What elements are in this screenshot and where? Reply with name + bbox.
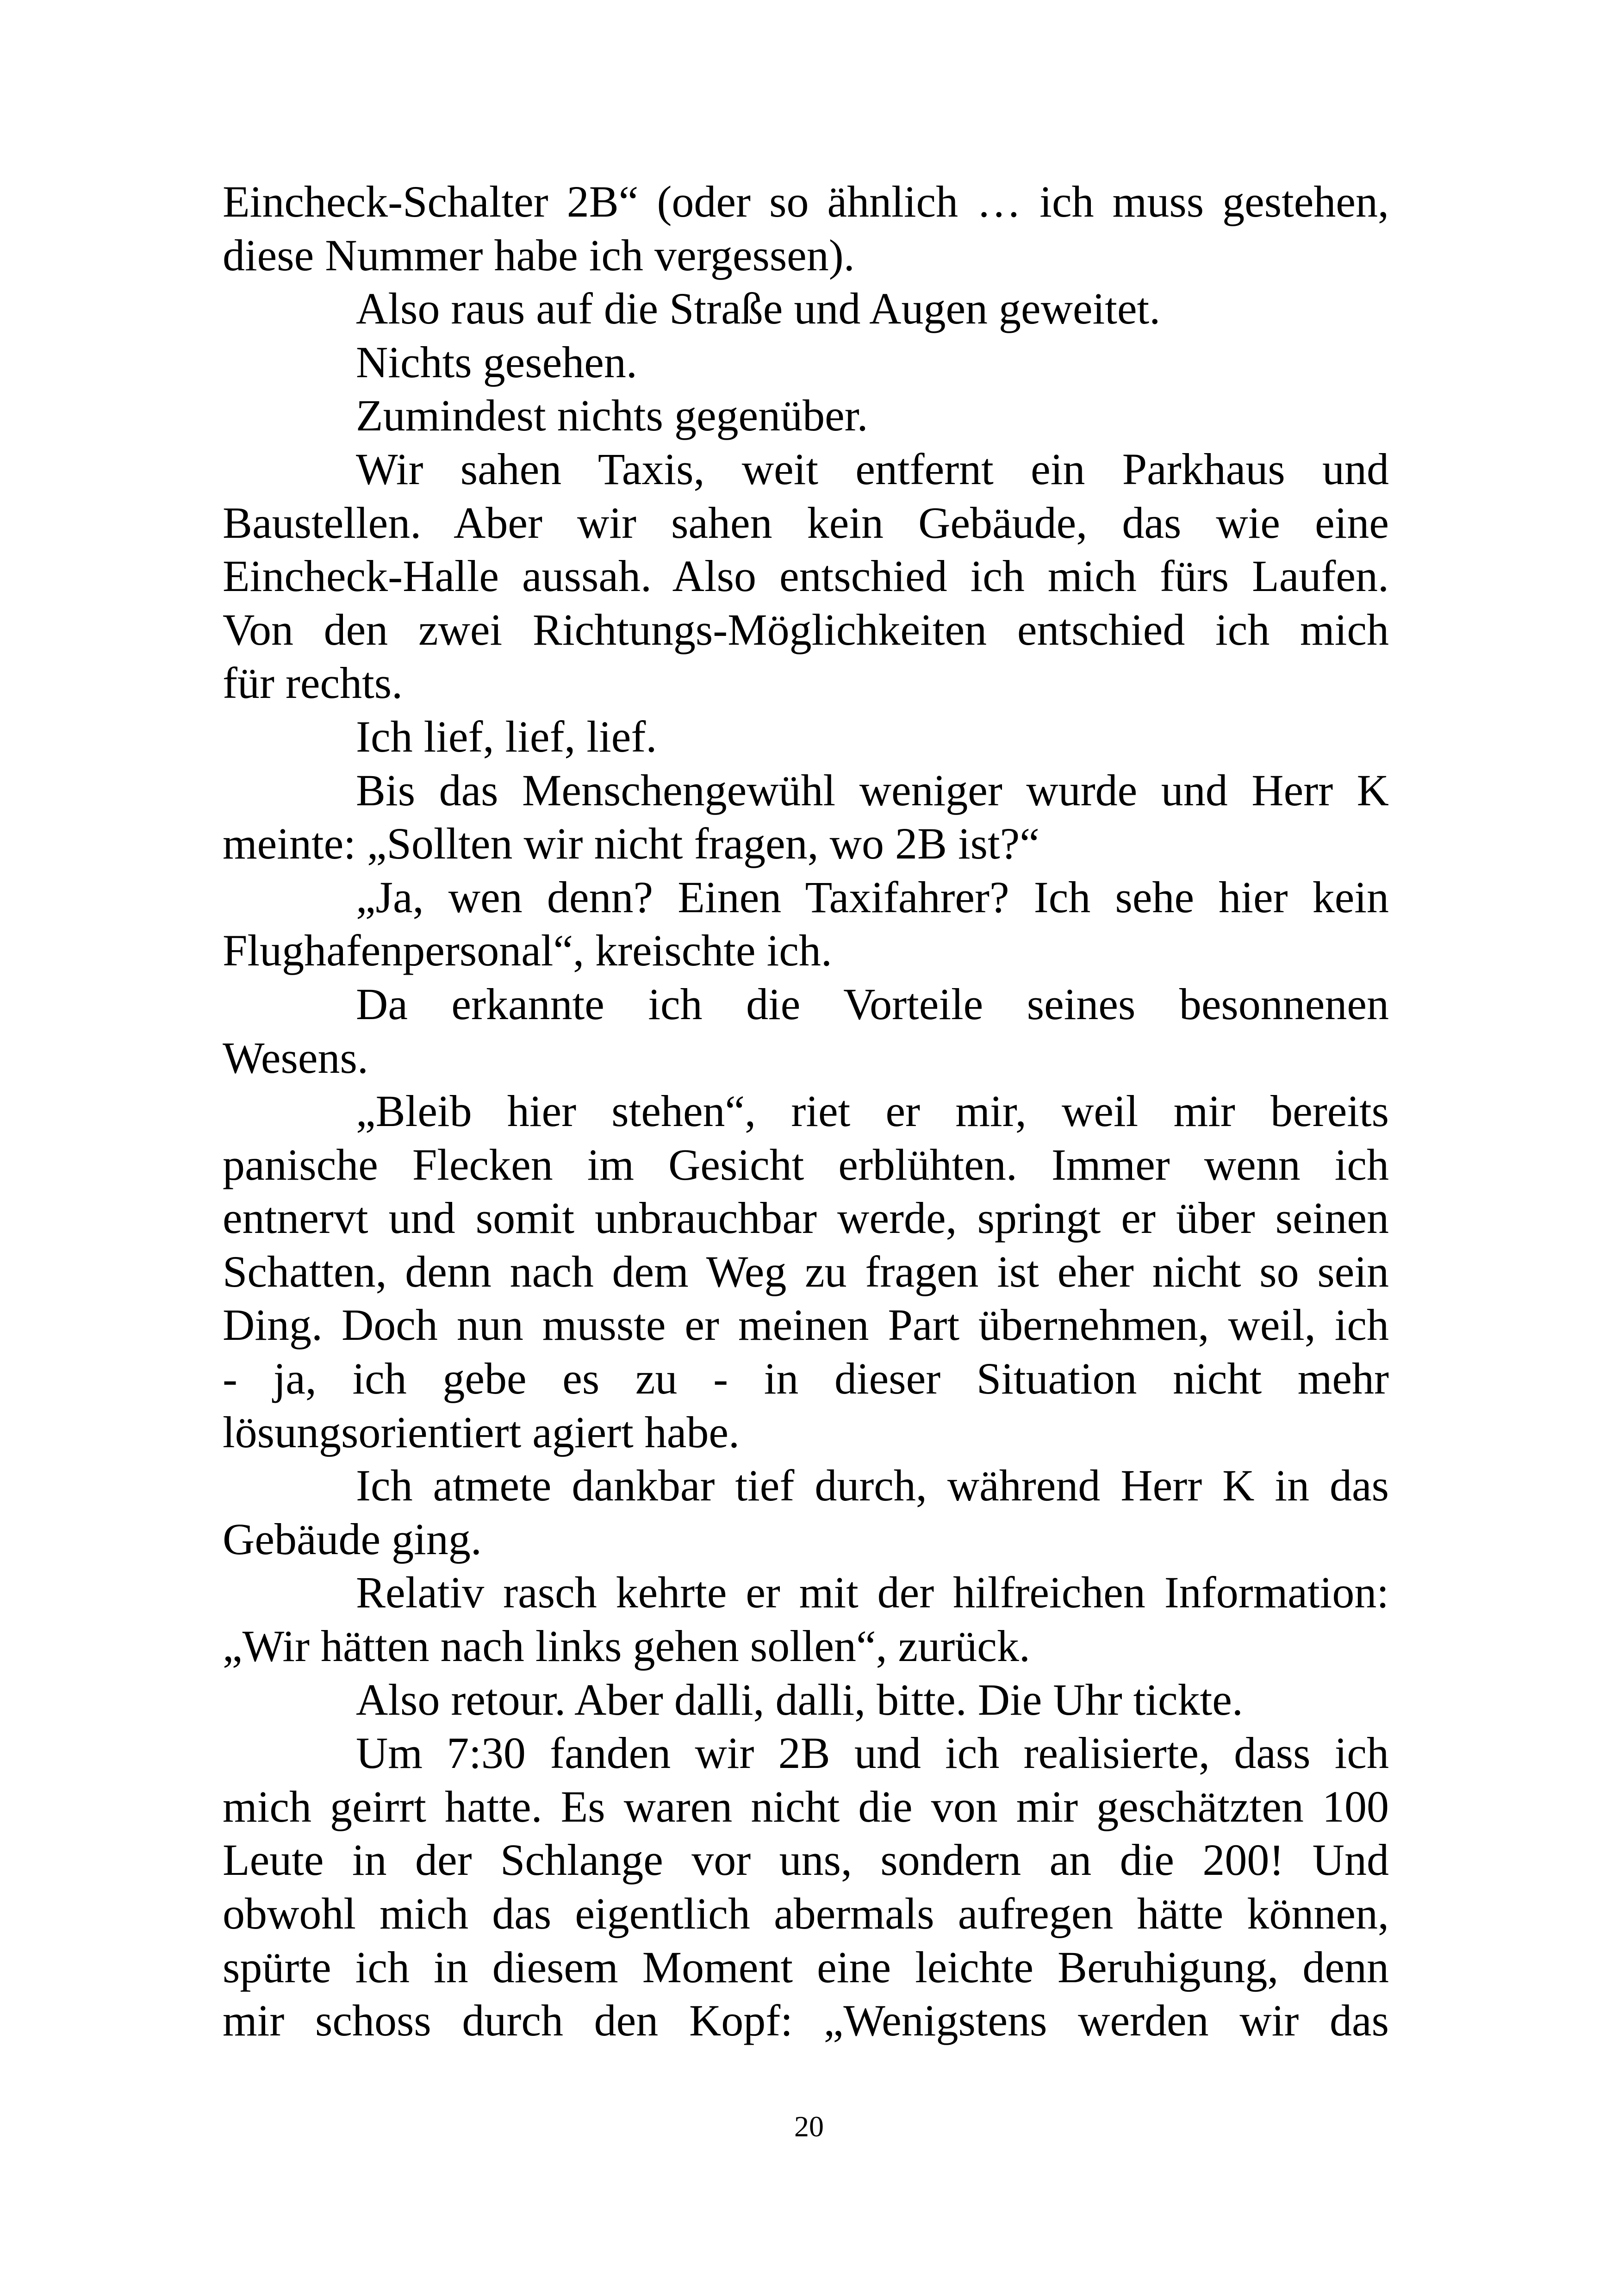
text-line: spürte ich in diesem Moment eine leichte Beruhigung, denn <box>223 1942 1389 1992</box>
text-line: Bis das Menschengewühl weniger wurde und Herr K <box>356 765 1389 815</box>
text-line: Ich atmete dankbar tief durch, während Herr K in das <box>356 1461 1389 1511</box>
text-line: Ich lief, lief, lief. <box>356 711 657 761</box>
text-line: Eincheck-Halle aussah. Also entschied ich mich fürs Laufen. <box>223 551 1389 601</box>
text-line: Flughafenpersonal“, kreischte ich. <box>223 926 832 976</box>
text-line: Ding. Doch nun musste er meinen Part übernehmen, weil, ich <box>223 1300 1389 1350</box>
text-line: Um 7:30 fanden wir 2B und ich realisierte, dass ich <box>356 1728 1389 1778</box>
text-line: panische Flecken im Gesicht erblühten. Immer wenn ich <box>223 1139 1389 1189</box>
text-line: Also raus auf die Straße und Augen geweitet. <box>356 284 1161 334</box>
text-line: diese Nummer habe ich vergessen). <box>223 230 855 280</box>
text-line: Eincheck-Schalter 2B“ (oder so ähnlich … ich muss gestehen, <box>223 177 1389 226</box>
text-line: Gebäude ging. <box>223 1514 482 1564</box>
text-line: Wesens. <box>223 1033 368 1083</box>
text-line: meinte: „Sollten wir nicht fragen, wo 2B ist?“ <box>223 819 1039 869</box>
text-line: entnervt und somit unbrauchbar werde, springt er über seinen <box>223 1193 1389 1243</box>
text-line: Schatten, denn nach dem Weg zu fragen ist eher nicht so sein <box>223 1246 1389 1296</box>
text-line: Leute in der Schlange vor uns, sondern an die 200! Und <box>223 1835 1389 1885</box>
text-line: „Wir hätten nach links gehen sollen“, zurück. <box>223 1621 1030 1671</box>
text-line: mir schoss durch den Kopf: „Wenigstens werden wir das <box>223 1996 1389 2046</box>
text-line: Nichts gesehen. <box>356 337 637 387</box>
text-line: Zumindest nichts gegenüber. <box>356 391 868 441</box>
text-line: Relativ rasch kehrte er mit der hilfreichen Information: <box>356 1568 1389 1618</box>
text-line: mich geirrt hatte. Es waren nicht die von mir geschätzten 100 <box>223 1781 1389 1831</box>
page-number: 20 <box>794 2110 824 2143</box>
text-line: lösungsorientiert agiert habe. <box>223 1407 740 1457</box>
text-line: Wir sahen Taxis, weit entfernt ein Parkhaus und <box>356 444 1389 494</box>
text-line: „Ja, wen denn? Einen Taxifahrer? Ich sehe hier kein <box>356 872 1389 922</box>
text-line: für rechts. <box>223 658 403 708</box>
text-line: Da erkannte ich die Vorteile seines besonnenen <box>356 979 1389 1029</box>
text-line: obwohl mich das eigentlich abermals aufregen hätte können, <box>223 1889 1389 1938</box>
text-line: Von den zwei Richtungs-Möglichkeiten entschied ich mich <box>223 604 1389 654</box>
text-line: - ja, ich gebe es zu - in dieser Situation nicht mehr <box>223 1354 1389 1404</box>
text-line: „Bleib hier stehen“, riet er mir, weil mir bereits <box>356 1086 1389 1136</box>
text-line: Also retour. Aber dalli, dalli, bitte. Die Uhr tickte. <box>356 1674 1243 1724</box>
text-line: Baustellen. Aber wir sahen kein Gebäude, das wie eine <box>223 498 1389 548</box>
page-body <box>223 175 1389 2047</box>
